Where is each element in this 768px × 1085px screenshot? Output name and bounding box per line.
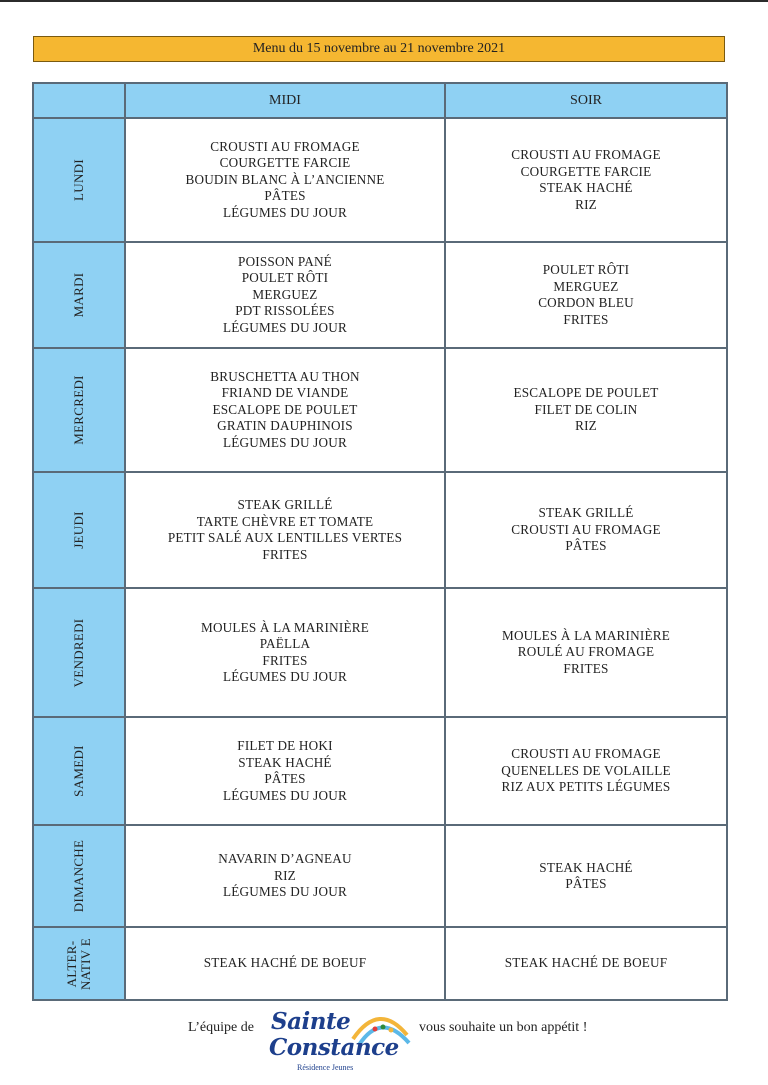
day-label: MERCREDI: [71, 375, 86, 445]
dish-item: POULET RÔTI: [241, 270, 329, 286]
dish-item: RIZ: [575, 418, 597, 434]
midi-cell: [125, 927, 445, 1000]
midi-cell: [125, 825, 445, 927]
dish-item: TARTE CHÈVRE ET TOMATE: [196, 513, 374, 529]
dish-item: FILET DE COLIN: [534, 401, 638, 417]
day-label-cell: [33, 242, 125, 348]
day-row: [33, 717, 727, 825]
dish-item: STEAK HACHÉ DE BOEUF: [504, 955, 668, 971]
soir-cell: [445, 348, 727, 472]
dish-item: FRITES: [563, 311, 609, 327]
dish-item: CROUSTI AU FROMAGE: [511, 746, 661, 762]
dish-item: LÉGUMES DU JOUR: [223, 204, 347, 220]
day-row: [33, 348, 727, 472]
soir-cell: [445, 242, 727, 348]
footer-left-text: L’équipe de: [188, 1020, 254, 1035]
midi-cell: [125, 472, 445, 588]
logo-line2: Constance: [269, 1034, 399, 1061]
dish-item: LÉGUMES DU JOUR: [223, 787, 347, 803]
dish-item: NAVARIN D’AGNEAU: [218, 851, 352, 867]
midi-cell: [125, 588, 445, 717]
dish-item: FRITES: [563, 660, 609, 676]
day-label-cell: [33, 825, 125, 927]
day-label: DIMANCHE: [71, 839, 86, 913]
dish-item: STEAK HACHÉ DE BOEUF: [203, 955, 367, 971]
dish-item: FRITES: [262, 652, 308, 668]
top-border: [0, 0, 768, 2]
corner-cell: [33, 83, 125, 118]
footer: [0, 1002, 768, 1082]
dish-item: RIZ: [575, 196, 597, 212]
dish-item: PETIT SALÉ AUX LENTILLES VERTES: [167, 530, 403, 545]
dish-item: LÉGUMES DU JOUR: [223, 319, 347, 335]
menu-body: [33, 118, 727, 1000]
dish-item: FRIAND DE VIANDE: [221, 385, 349, 401]
midi-cell: [125, 717, 445, 825]
day-label: ALTER-NATIV E: [64, 937, 93, 990]
dish-item: ESCALOPE DE POULET: [212, 401, 358, 417]
day-row: [33, 588, 727, 717]
soir-cell: [445, 118, 727, 242]
dish-item: COURGETTE FARCIE: [219, 155, 351, 171]
dish-item: COURGETTE FARCIE: [520, 163, 652, 179]
day-label: MARDI: [71, 272, 86, 318]
dish-item: GRATIN DAUPHINOIS: [217, 418, 353, 434]
dish-item: STEAK HACHÉ: [238, 754, 332, 770]
menu-title-banner: [33, 36, 725, 62]
logo-line3: Résidence Jeunes: [297, 1063, 354, 1072]
dish-item: STEAK GRILLÉ: [237, 497, 333, 512]
day-label: VENDREDI: [71, 618, 86, 687]
day-row: [33, 825, 727, 927]
dish-item: FRITES: [262, 546, 308, 562]
dish-item: LÉGUMES DU JOUR: [223, 884, 347, 900]
dish-item: PÂTES: [264, 188, 306, 204]
footer-right-text: vous souhaite un bon appétit !: [419, 1020, 588, 1035]
dish-item: PÂTES: [565, 538, 607, 554]
dish-item: MOULES À LA MARINIÈRE: [201, 619, 369, 635]
soir-cell: [445, 588, 727, 717]
dish-item: BRUSCHETTA AU THON: [210, 368, 360, 384]
dish-item: PÂTES: [565, 876, 607, 891]
dish-item: ESCALOPE DE POULET: [513, 385, 659, 401]
day-label-cell: [33, 472, 125, 588]
midi-cell: [125, 242, 445, 348]
soir-cell: [445, 825, 727, 927]
day-label-cell: [33, 588, 125, 717]
dish-item: QUENELLES DE VOLAILLE: [501, 762, 671, 778]
menu-title: Menu du 15 novembre au 21 novembre 2021: [252, 41, 506, 56]
logo-line1: Sainte: [271, 1008, 351, 1035]
day-label: LUNDI: [71, 159, 86, 201]
dish-item: POULET RÔTI: [542, 262, 630, 277]
dish-item: MERGUEZ: [252, 286, 318, 302]
dish-item: PAËLLA: [259, 636, 311, 651]
day-label-cell: [33, 118, 125, 242]
soir-cell: [445, 927, 727, 1000]
dish-item: RIZ AUX PETITS LÉGUMES: [501, 779, 671, 795]
day-label-cell: [33, 717, 125, 825]
soir-cell: [445, 717, 727, 825]
sainte-constance-logo: [267, 1007, 415, 1075]
midi-header: MIDI: [125, 83, 445, 118]
midi-cell: [125, 348, 445, 472]
day-row: [33, 472, 727, 588]
header-row: [33, 83, 727, 118]
dish-item: RIZ: [274, 867, 296, 883]
dish-item: CORDON BLEU: [538, 295, 634, 310]
dish-item: CROUSTI AU FROMAGE: [511, 147, 661, 162]
day-row: [33, 242, 727, 348]
dish-item: POISSON PANÉ: [238, 253, 332, 269]
soir-header: SOIR: [445, 83, 727, 118]
day-row: [33, 118, 727, 242]
dish-item: CROUSTI AU FROMAGE: [210, 138, 360, 154]
dish-item: LÉGUMES DU JOUR: [223, 434, 347, 450]
dish-item: BOUDIN BLANC À L’ANCIENNE: [185, 171, 385, 187]
dish-item: ROULÉ AU FROMAGE: [517, 644, 655, 660]
dish-item: PÂTES: [264, 771, 306, 786]
day-label: JEUDI: [71, 511, 86, 549]
day-label: SAMEDI: [71, 745, 86, 797]
dish-item: STEAK HACHÉ: [539, 180, 633, 195]
day-row: [33, 927, 727, 1000]
menu-table: [32, 82, 728, 1001]
dish-item: LÉGUMES DU JOUR: [223, 669, 347, 684]
midi-cell: [125, 118, 445, 242]
day-label-cell: [33, 927, 125, 1000]
dish-item: FILET DE HOKI: [237, 738, 333, 753]
dish-item: STEAK HACHÉ: [539, 859, 633, 875]
dish-item: PDT RISSOLÉES: [235, 303, 335, 319]
day-label-cell: [33, 348, 125, 472]
dish-item: CROUSTI AU FROMAGE: [511, 521, 661, 537]
soir-cell: [445, 472, 727, 588]
dish-item: MOULES À LA MARINIÈRE: [502, 627, 670, 643]
dish-item: MERGUEZ: [553, 278, 619, 294]
dish-item: STEAK GRILLÉ: [538, 505, 634, 521]
